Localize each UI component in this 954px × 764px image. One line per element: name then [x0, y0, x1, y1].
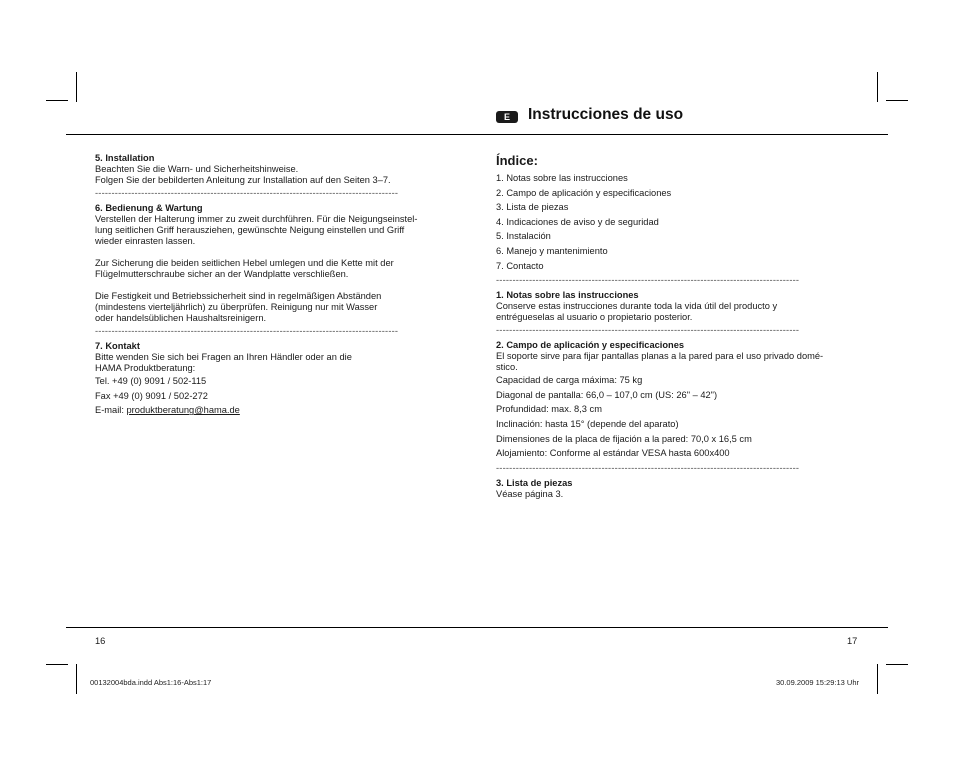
index-item: 1. Notas sobre las instrucciones: [496, 173, 628, 183]
dashed-separator: --------------------------------------------------------------------------------------------: [496, 325, 800, 336]
page-number-right: 17: [847, 636, 858, 646]
paragraph-line: Verstellen der Halterung immer zu zweit durchführen. Für die Neigungseinstel-: [95, 214, 418, 224]
language-badge: E: [496, 111, 518, 123]
section-title: 2. Campo de aplicación y especificaciones: [496, 340, 685, 351]
paragraph-line: Zur Sicherung die beiden seitlichen Hebel umlegen und die Kette mit der: [95, 258, 394, 268]
fax-number: Fax +49 (0) 9091 / 502-272: [95, 390, 208, 401]
crop-mark: [877, 664, 878, 694]
paragraph-line: (mindestens vierteljährlich) zu überprüfen. Reinigung nur mit Wasser: [95, 302, 378, 312]
paragraph-line: Folgen Sie der bebilderten Anleitung zur Installation auf den Seiten 3–7.: [95, 175, 391, 185]
paragraph-line: Flügelmutterschraube sicher an der Wandplatte verschließen.: [95, 269, 349, 279]
paragraph-line: Véase página 3.: [496, 488, 564, 499]
paragraph-line: wieder einrasten lassen.: [95, 236, 196, 246]
crop-mark: [886, 100, 908, 101]
crop-mark: [46, 664, 68, 665]
right-column: [496, 153, 856, 500]
paragraph-line: stico.: [496, 362, 518, 373]
spec-line: Dimensiones de la placa de fijación a la pared: 70,0 x 16,5 cm: [496, 433, 752, 444]
crop-mark: [877, 72, 878, 102]
page-number-left: 16: [95, 636, 106, 646]
dashed-separator: --------------------------------------------------------------------------------------------: [95, 188, 399, 198]
phone-number: Tel. +49 (0) 9091 / 502-115: [95, 376, 207, 386]
spec-line: Profundidad: max. 8,3 cm: [496, 404, 602, 415]
crop-mark: [886, 664, 908, 665]
crop-mark: [76, 72, 77, 102]
header-rule: [66, 134, 888, 135]
index-title: Índice:: [496, 153, 538, 168]
paragraph-line: El soporte sirve para fijar pantallas planas a la pared para el uso privado domé-: [496, 351, 824, 362]
footer-rule: [66, 627, 888, 628]
index-item: 2. Campo de aplicación y especificaciones: [496, 187, 672, 198]
section-title: 6. Bedienung & Wartung: [95, 203, 203, 213]
spec-line: Diagonal de pantalla: 66,0 – 107,0 cm (US: 26" – 42"): [496, 389, 718, 400]
dashed-separator: --------------------------------------------------------------------------------------------: [95, 326, 399, 336]
left-column: [95, 153, 455, 418]
dashed-separator: --------------------------------------------------------------------------------------------: [496, 462, 800, 473]
paragraph-line: entrégueselas al usuario o propietario posterior.: [496, 312, 693, 323]
email-link[interactable]: produktberatung@hama.de: [126, 405, 240, 416]
section-title: 1. Notas sobre las instrucciones: [496, 290, 639, 301]
email-line: [95, 403, 455, 418]
paragraph-line: oder handelsüblichen Haushaltsreinigern.: [95, 313, 267, 323]
section-title: 7. Kontakt: [95, 341, 140, 351]
spec-line: Capacidad de carga máxima: 75 kg: [496, 375, 643, 386]
section-title: 5. Installation: [95, 153, 155, 163]
spec-line: Inclinación: hasta 15° (depende del aparato): [496, 418, 679, 429]
section-title: 3. Lista de piezas: [496, 477, 573, 488]
index-item: 5. Instalación: [496, 231, 551, 242]
paragraph-line: lung seitlichen Griff herausziehen, gewünschte Neigung einstellen und Griff: [95, 225, 405, 235]
paragraph-line: Bitte wenden Sie sich bei Fragen an Ihren Händler oder an die: [95, 352, 352, 362]
paragraph-line: Conserve estas instrucciones durante toda la vida útil del producto y: [496, 301, 778, 312]
slug-right: 30.09.2009 15:29:13 Uhr: [776, 678, 859, 687]
index-item: 6. Manejo y mantenimiento: [496, 245, 608, 256]
email-label: E-mail:: [95, 405, 127, 416]
paragraph-line: Die Festigkeit und Betriebssicherheit sind in regelmäßigen Abständen: [95, 291, 382, 301]
page-title: Instrucciones de uso: [528, 106, 684, 123]
spec-line: Alojamiento: Conforme al estándar VESA hasta 600x400: [496, 448, 730, 459]
dashed-separator: --------------------------------------------------------------------------------------------: [496, 275, 800, 286]
crop-mark: [46, 100, 68, 101]
paragraph-line: HAMA Produktberatung:: [95, 363, 196, 373]
crop-mark: [76, 664, 77, 694]
paragraph-line: Beachten Sie die Warn- und Sicherheitshinweise.: [95, 164, 299, 174]
slug-left: 00132004bda.indd Abs1:16-Abs1:17: [90, 678, 212, 687]
index-item: 4. Indicaciones de aviso y de seguridad: [496, 216, 659, 227]
index-item: 3. Lista de piezas: [496, 202, 569, 213]
index-item: 7. Contacto: [496, 260, 544, 271]
